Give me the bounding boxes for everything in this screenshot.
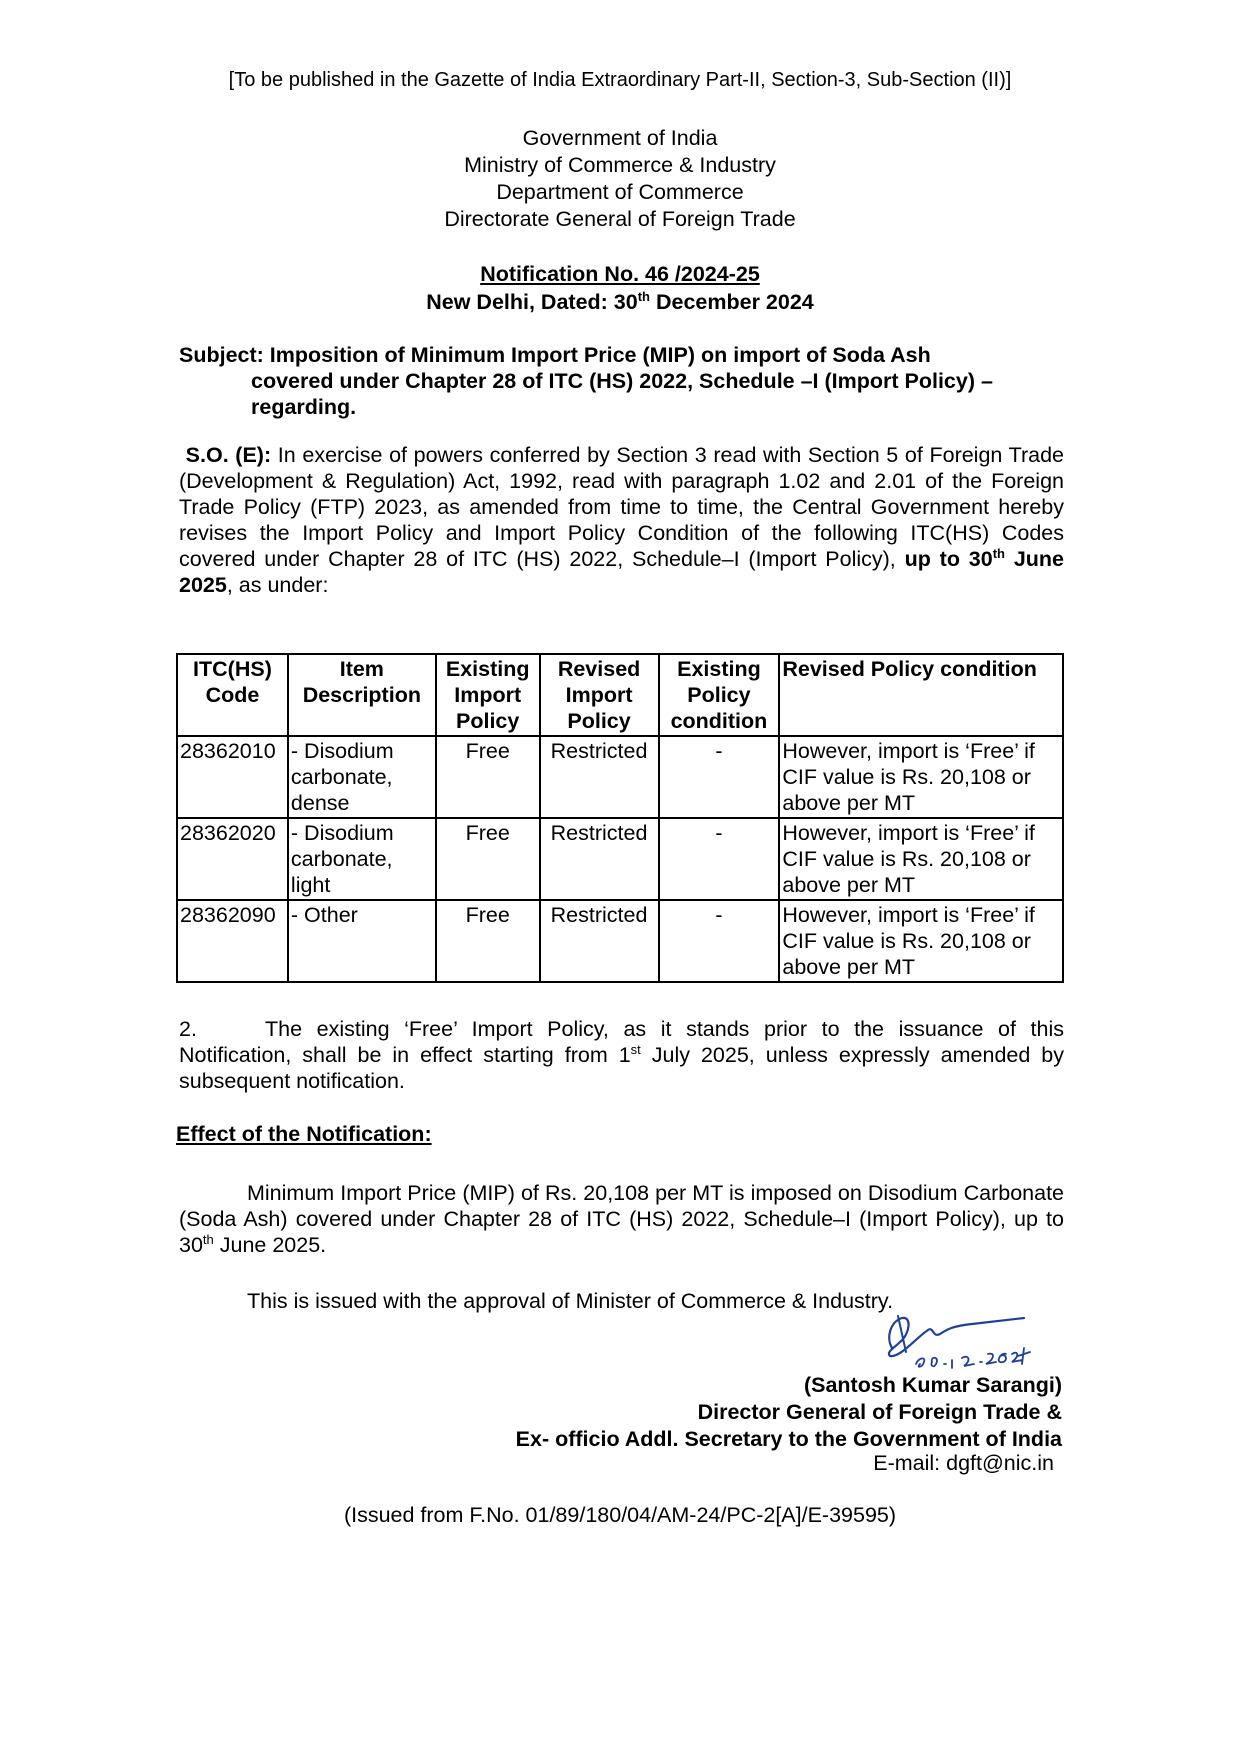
header-revised-import-policy: Revised Import Policy	[540, 654, 659, 736]
notification-header	[0, 260, 1240, 316]
so-bold-suffix: June 2025	[179, 547, 1064, 597]
paragraph-2-number: 2.	[179, 1017, 197, 1041]
cell-description: - Disodium carbonate, dense	[288, 736, 436, 818]
cell-revised-condition: However, import is ‘Free’ if CIF value is Rs. 20,108 or above per MT	[779, 900, 1063, 982]
authority-line-1: Government of India	[522, 126, 718, 150]
authority-line-4: Directorate General of Foreign Trade	[444, 207, 796, 231]
effect-heading-text: Effect of the Notification	[176, 1122, 425, 1146]
gazette-line: [To be published in the Gazette of India Extraordinary Part-II, Section-3, Sub-Section (II)]	[228, 69, 1012, 91]
header-existing-policy-condition: Existing Policy condition	[659, 654, 780, 736]
handwritten-signature	[872, 1308, 1032, 1370]
subject-block	[179, 342, 1064, 420]
date-sup: th	[637, 289, 650, 304]
date-prefix: New Delhi, Dated: 30	[426, 290, 638, 314]
effect-paragraph	[179, 1180, 1064, 1258]
effect-sup: th	[202, 1232, 214, 1247]
cell-code: 28362020	[177, 818, 288, 900]
signatory-email: E-mail: dgft@nic.in	[873, 1451, 1054, 1475]
notification-number: Notification No. 46 /2024-25	[480, 262, 760, 286]
paragraph-2-text-b: July 2025, unless expressly amended by subsequent notification.	[179, 1043, 1064, 1093]
table-row	[177, 736, 1063, 818]
authority-line-2: Ministry of Commerce & Industry	[464, 153, 776, 177]
notification-date	[0, 288, 1240, 316]
effect-text-b: June 2025.	[213, 1233, 327, 1257]
cell-existing-policy: Free	[436, 818, 540, 900]
cell-revised-policy: Restricted	[540, 900, 659, 982]
cell-code: 28362010	[177, 736, 288, 818]
cell-code: 28362090	[177, 900, 288, 982]
table-header-row	[177, 654, 1063, 736]
header-item-description: Item Description	[288, 654, 436, 736]
signatory-title-1: Director General of Foreign Trade &	[697, 1400, 1062, 1424]
issued-from-line: (Issued from F.No. 01/89/180/04/AM-24/PC-2[A]/E-39595)	[343, 1503, 897, 1527]
subject-label: Subject:	[179, 343, 264, 367]
cell-description: - Disodium carbonate, light	[288, 818, 436, 900]
header-revised-policy-condition: Revised Policy condition	[779, 654, 1063, 736]
subject-text-rest: covered under Chapter 28 of ITC (HS) 2022, Schedule –I (Import Policy) – regarding.	[251, 369, 993, 419]
date-suffix: December 2024	[650, 290, 814, 314]
cell-description: - Other	[288, 900, 436, 982]
cell-existing-condition: -	[659, 736, 780, 818]
so-body: In exercise of powers conferred by Section 3 read with Section 5 of Foreign Trade (Development & Regulation) Act, 1992, read with paragraph 1.02 and 2.01 of the Foreign Trade Policy (FTP) 2023, as amended from time to time, the Central Government hereby revises the Import Policy and Import Policy Condition of the following ITC(HS) Codes covered under Chapter 28 of ITC (HS) 2022, Schedule–I (Import Policy),	[179, 443, 1064, 571]
so-tail: , as under:	[226, 573, 329, 597]
effect-heading-colon: :	[424, 1122, 432, 1146]
signatory-block	[516, 1372, 1062, 1453]
paragraph-2-sup: st	[630, 1042, 641, 1057]
table-row	[177, 900, 1063, 982]
issuing-authority	[0, 125, 1240, 233]
effect-text-a: Minimum Import Price (MIP) of Rs. 20,108 per MT is imposed on Disodium Carbonate (Soda Ash) covered under Chapter 28 of ITC (HS) 2022, Schedule–I (Import Policy), up to 30	[179, 1181, 1064, 1257]
effect-heading	[176, 1122, 432, 1147]
so-bold-sup: th	[992, 546, 1005, 561]
paragraph-2-text-a: The existing ‘Free’ Import Policy, as it stands prior to the issuance of this Notification, shall be in effect starting from 1	[179, 1017, 1064, 1067]
so-label: S.O. (E):	[185, 443, 272, 467]
approval-line: This is issued with the approval of Minister of Commerce & Industry.	[247, 1289, 894, 1313]
so-paragraph	[179, 442, 1064, 598]
cell-revised-condition: However, import is ‘Free’ if CIF value is Rs. 20,108 or above per MT	[779, 736, 1063, 818]
cell-existing-policy: Free	[436, 900, 540, 982]
cell-revised-policy: Restricted	[540, 818, 659, 900]
so-bold-prefix: up to 30	[904, 547, 993, 571]
signatory-name: (Santosh Kumar Sarangi)	[803, 1373, 1062, 1397]
paragraph-2	[179, 1016, 1064, 1094]
cell-revised-policy: Restricted	[540, 736, 659, 818]
cell-existing-policy: Free	[436, 736, 540, 818]
policy-table	[176, 653, 1064, 983]
cell-existing-condition: -	[659, 818, 780, 900]
cell-existing-condition: -	[659, 900, 780, 982]
signatory-title-2: Ex- officio Addl. Secretary to the Government of India	[515, 1427, 1062, 1451]
cell-revised-condition: However, import is ‘Free’ if CIF value is Rs. 20,108 or above per MT	[779, 818, 1063, 900]
table-row	[177, 818, 1063, 900]
header-itc-code: ITC(HS) Code	[177, 654, 288, 736]
subject-text-line1: Imposition of Minimum Import Price (MIP) on import of Soda Ash	[263, 343, 931, 367]
header-existing-import-policy: Existing Import Policy	[436, 654, 540, 736]
authority-line-3: Department of Commerce	[496, 180, 744, 204]
